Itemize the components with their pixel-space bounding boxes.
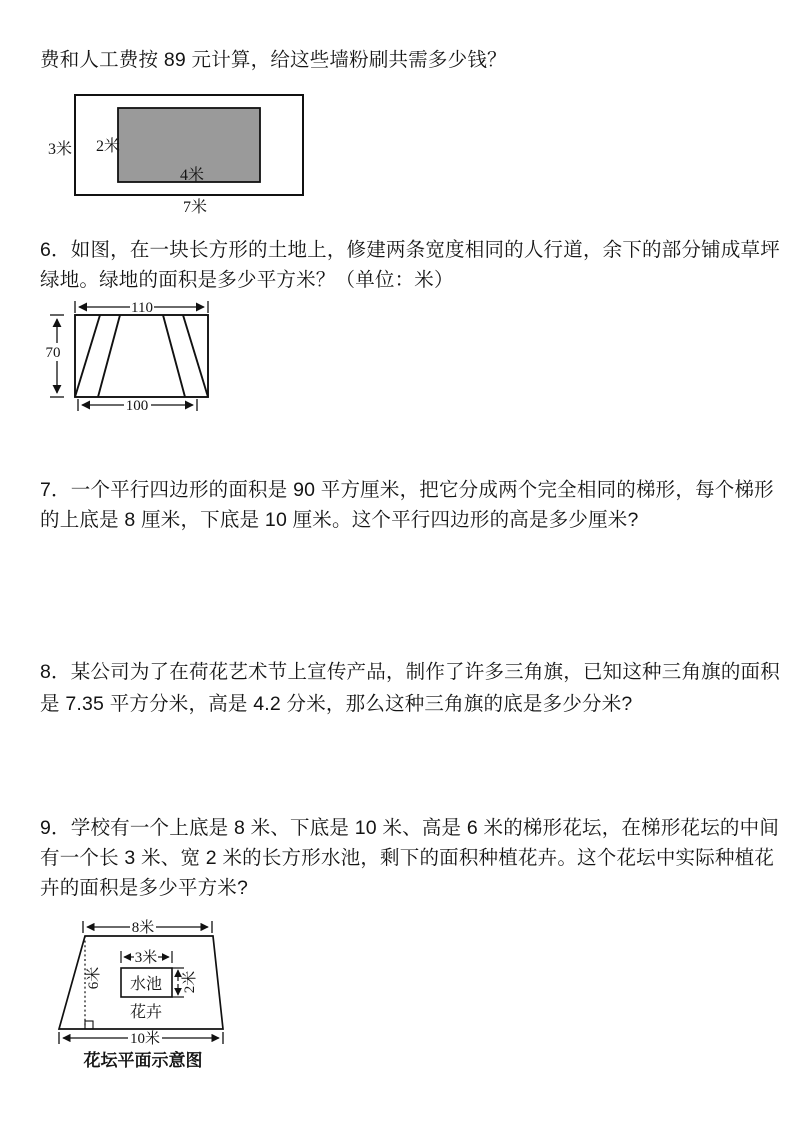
problem-8-line-2: 是 7.35 平方分米，高是 4.2 分米，那么这种三角旗的底是多少分米? — [40, 693, 633, 715]
intro-line: 费和人工费按 89 元计算，给这些墙粉刷共需多少钱？ — [40, 49, 507, 71]
inner-height-label: 2米 — [95, 138, 121, 155]
outer-width-label: 7米 — [182, 199, 208, 216]
outer-height-label: 3米 — [47, 141, 73, 158]
walkway-2-left-edge — [163, 315, 185, 397]
land-bottom-width-label: 100 — [125, 398, 149, 414]
problem-9 — [40, 813, 780, 903]
problem-8 — [40, 656, 780, 720]
problem-9-line-2: 有一个长 3 米、宽 2 米的长方形水池，剩下的面积种植花卉。这个花坛中实际种植花 — [40, 847, 775, 869]
problem-9-line-3: 卉的面积是多少平方米? — [40, 877, 249, 899]
problem-7 — [40, 475, 774, 535]
problem-9-line-1: 9．学校有一个上底是 8 米、下底是 10 米、高是 6 米的梯形花坛，在梯形花坛的中间 — [40, 817, 780, 839]
bed-bottom-width-label: 10米 — [129, 1031, 161, 1047]
bed-height-label: 6米 — [86, 966, 102, 990]
land-outline — [75, 315, 208, 397]
problem-6-line-2: 绿地。绿地的面积是多少平方米？（单位：米） — [40, 269, 454, 291]
walkway-1-left-edge — [75, 315, 100, 397]
pool-label: 水池 — [129, 976, 163, 993]
pool-height-label: 2米 — [182, 970, 198, 994]
figure-caption: 花坛平面示意图 — [83, 1051, 203, 1070]
problem-7-line-1: 7．一个平行四边形的面积是 90 平方厘米，把它分成两个完全相同的梯形，每个梯形 — [40, 479, 774, 501]
walkway-2-right-edge — [183, 315, 208, 397]
problem-8-line-1: 8．某公司为了在荷花艺术节上宣传产品，制作了许多三角旗，已知这种三角旗的面积 — [40, 661, 780, 683]
inner-width-label: 4米 — [179, 167, 205, 184]
problem-7-line-2: 的上底是 8 厘米，下底是 10 厘米。这个平行四边形的高是多少厘米? — [40, 509, 639, 531]
land-height-label: 70 — [45, 345, 61, 361]
wall-figure — [40, 88, 330, 218]
walkway-1-right-edge — [98, 315, 120, 397]
intro-paragraph — [40, 45, 756, 75]
land-top-width-label: 110 — [131, 300, 153, 316]
bed-top-width-label: 8米 — [131, 920, 155, 936]
flowerbed-figure — [50, 903, 275, 1081]
problem-6-line-1: 6．如图，在一块长方形的土地上，修建两条宽度相同的人行道，余下的部分铺成草坪 — [40, 239, 780, 261]
land-figure — [40, 298, 225, 423]
flower-area-label: 花卉 — [129, 1004, 163, 1021]
problem-6 — [40, 235, 780, 295]
pool-width-label: 3米 — [134, 950, 158, 966]
right-angle-mark — [85, 1021, 93, 1029]
